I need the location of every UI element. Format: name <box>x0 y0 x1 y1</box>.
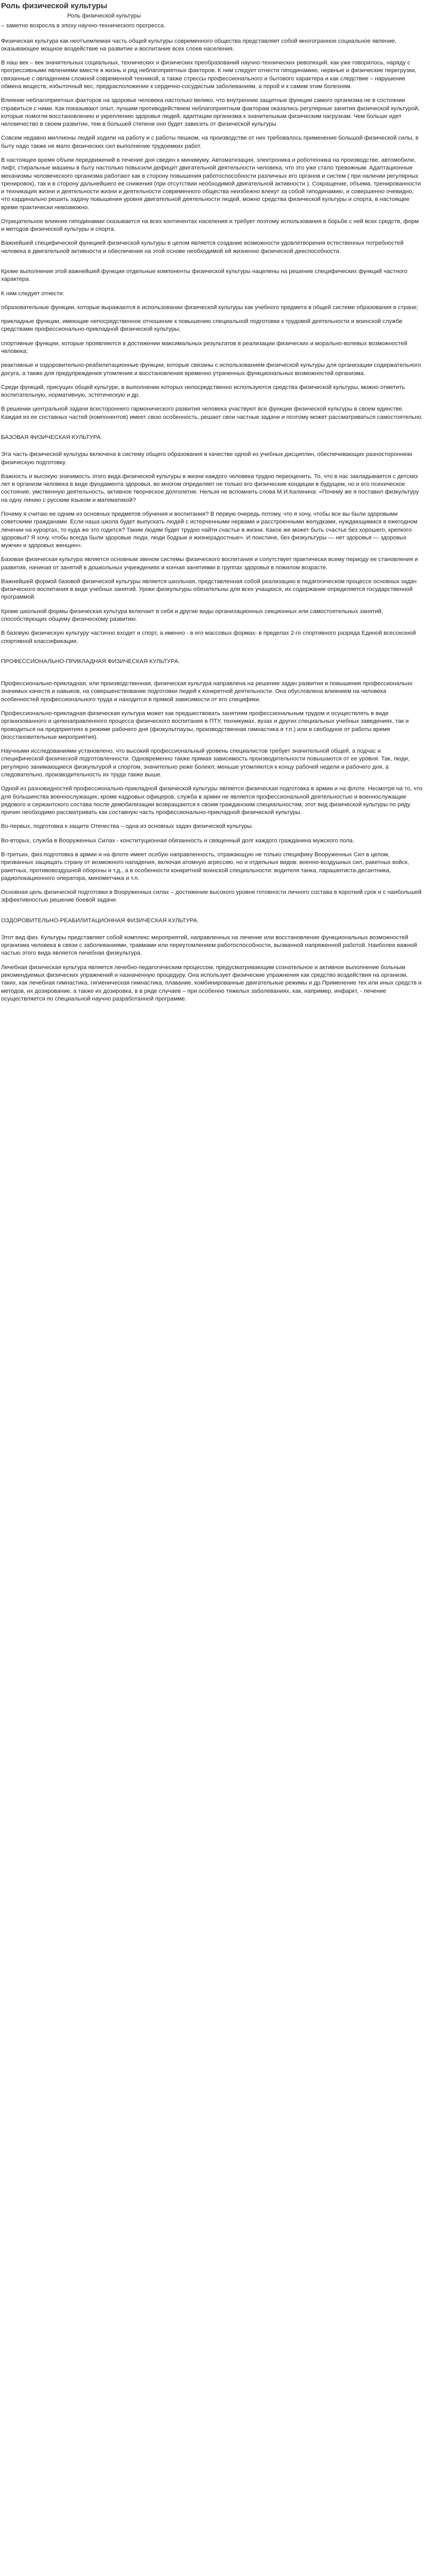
section-intro <box>1 38 423 421</box>
paragraph: Важнейшей специфической функцией физической культуры в целом является создание возможности удовлетворения естественных потребностей человека в двигательной активности и обеспечения на этой основе необходимой ей жизненно физической дееспособности. <box>1 240 404 255</box>
document-body <box>0 12 423 1014</box>
paragraph: Этот вид физ. Культуры представляет собой комплекс мероприятий, направленных на лечение или восстановление функциональных возможностей организма человека в связи с заболеваниями, травмами или переутомлением работоспособности, вызванной напряженной работой. Наиболее важной частью этого вида является лечебная физкультура. <box>1 934 417 957</box>
paragraph: В наш век – век значительных социальных, технических и физических преобразований научно-технических революций, как уже говорилось, наряду с прогрессивными явлениями вместе в жизнь и ряд неблагоприятных факторов. К ним следует отнести гиподинамию, нервные и физические перегрузки, связанные с овладением сложной современной техникой, а также стрессы профессионального и бытового характера и как следствие – нарушение обмена веществ, избыточный вес, предрасположение к сердечно-сосудистым заболеваниям, а порой и к самим этим болезням. <box>1 60 416 90</box>
paragraph: Во-вторых, служба в Вооруженных Силах - конституционная обязанность и священный долг каждого гражданина мужского пола. <box>1 837 355 844</box>
paragraph: Эта часть физической культуры включена в систему общего образования в качестве одной из учебных дисциплин, обеспечивающих разностороннюю физическую подготовку. <box>1 451 412 466</box>
paragraph: Кроме школьной формы физическая культура включает в себя и другие виды организационных секционных или самостоятельных занятий, способствующих общему физическому развитию. <box>1 608 383 623</box>
page-bottom-spacer <box>1 1009 423 1014</box>
paragraph: Почему я считаю ее одним из основных предметов обучения и воспитания? В первую очередь потому, что я хочу, чтобы все вы были здоровыми советскими гражданами. Если наша школа будет выпускать людей с истерченными нервами и расстроенными желудками, нуждающимися в ежегодном лечении на курортах, то куда же это годится? Таким людям будет трудно найти счастье в жизни. Какое же может быть счастье без хорошего, крепкого здоровья? Я хочу, чтобы всегда были здоровые люди, люди бодрые и жизнерадостные». И поистине, без физкультуры — нет здоровья — здоровых мужчин и здоровых женщин». <box>1 511 417 549</box>
paragraph: Лечебная физическая культура является лечебно-педагогическим процессом, предусматривающим сознательное и активное выполнение больным рекомендуемых физических упражнений и назначенную процедуру. Она использует физические упражнения как средство воздействия на организм, таких, как лечебная гимнастика, гигиеническая гимнастика, плавание, комбинированные двигательные режимы и др.Применение тех или иных средств и методов, их дозирование, а также их дозировка, в в ряде случаев – при особенно тяжелых заболеваниях, как, например, инфаркт, - лечение осуществляется по специальной научно разработанной программе. <box>1 964 422 1002</box>
intro-text: – заметно возросла в эпоху научно-технического прогресса. <box>1 23 166 29</box>
paragraph: Научными исследованиями установлено, что высокий профессиональный уровень специалистов требует значительной общей, а подчас и специфической физической подготовленности. Одновременно также прямая зависимость производительности повышаются от ее уровня. Так, люди, регулярно занимающиеся физкультурой и спортом, значительно реже болеют, меньше утомляются к концу рабочей недели и рабочего дня, а следовательно, производительность их труда также выше. <box>1 748 410 778</box>
paragraph: Важность и высокую значимость этого вида физической культуры в жизни каждого человека трудно переоценить. То, что в нас закладывается с детских лет в организм человека в виде фундамента здоровья, во многом определяет не только его физические кондиции в будущем, но и его психическое состояние, умственную деятельность, активное творческое долголетие. Нельзя не вспомнить слова М.И.Калинина: «Почему же я поставил физкультуру на одну линию с русским языком и математикой? <box>1 473 419 503</box>
paragraph: Одной из разновидностей профессионально-прикладной физической культуры является физическая подготовка в армии и на флоте. Несмотря на то, что для большинства военнослужащих, кроме кадровых офицеров, служба в армии не является профессиональной деятельностью и военнослужащие рядового и сержантского состава после демобилизации возвращаются к своим гражданским специальностям, этот вид физической культуры по ряду причин необходимо рассматривать как составную часть профессионально-прикладной физической культуры. <box>1 786 423 816</box>
list-item: прикладные функции, имеющие непосредственное отношение к повышению специальной подготовки к трудовой деятельности и воинской службе средствами профессионально-прикладной физической культуры; <box>1 318 403 333</box>
paragraph: В-третьих, физ.подготовка в армии и на флоте имеет особую направленность, отражающую не только специфику Вооруженных Сил в целом, призванных защищать страну от возможного нападения, включая атомную агрессию, но и отдельных видов: военно-воздушных сил, ракетных войск, ракетных, противовоздушной обороны и т.д., а в особенности конкретной воинской специальности: водителя танка, парашютиста-десантника, радиолокационного оператора, минометчика и т.п. <box>1 851 409 882</box>
paragraph: Физическая культура как неотъемлемая часть общей культуры современного общества представляет собой многогранное социальное явление, оказывающее мощное воздействие на развитие и воспитание всех слоев населения. <box>1 38 397 52</box>
list-item: спортивные функции, которые проявляются в достижении максимальных результатов в реализации физических и морально-волевых возможностей человека; <box>1 340 408 354</box>
paragraph: Профессионально-прикладная физическая культура может как предшествовать занятиям профессиональным трудом и осуществлять в виде организованного и целенаправленного процесса физического воспитания в ПТУ, техникумах, вузах и других специальных учебных заведениях, так и проводиться на предприятиях в режиме рабочего дня (физкультпаузы, производственная гимнастика и т.п.) или в свободное от работы время (восстановительные мероприятия). <box>1 710 409 740</box>
section-heading: ОЗДОРОВИТЕЛЬНО-РЕАБИЛИТАЦИОННАЯ ФИЗИЧЕСКАЯ КУЛЬТУРА. <box>1 917 199 924</box>
paragraph: Кроме выполнения этой важнейшей функции отдельные компоненты физической культуры нацелены на решение специфических функций частного характера. <box>1 268 408 283</box>
document-subtitle: Роль физической культуры <box>67 13 141 19</box>
section-basic-pe <box>1 434 423 646</box>
list-item: образовательные функции, которые выражаются в использовании физической культуры как учебного предмета в общей системе образования в стране; <box>1 304 418 311</box>
paragraph: Важнейшей формой базовой физической культуры является школьная, представленная собой реализацию в педагогическом процессе основных задач физического воспитания в виде учебных занятий. Уроки физкультуры обязательны для всех учащихся, их содержание определяется государственной программой. <box>1 578 417 601</box>
paragraph: Базовая физическая культура является основным звеном системы физического воспитания и сопутствует практически всему периоду ее становления и развития, начиная от занятий в дошкольных учреждениях и кончая занятиями в группах здоровья в пожилом возрасте. <box>1 556 418 571</box>
list-item: реактивные и оздоровительно-реабилитационные функции, которые связаны с использованием физической культуры для организации содержательного досуга, а также для предупреждения утомления и восстановления временно утраченных функциональных возможностей организма. <box>1 362 421 377</box>
section-professional-pe <box>1 658 423 905</box>
document-title: Роль физической культуры <box>1 2 108 10</box>
paragraph: Отрицательное влияние гиподинамии сказывается на всех континентах населения и требует поэтому использования в борьбе с ней всех средств, форм и методов физической культуры и спорта. <box>1 218 419 233</box>
paragraph: Профессионально-прикладная, или производственная, физическая культура направлена на решение задач развития и повышения профессионально значимых качеств и навыков, на совершенствование подготовки людей к конкретной деятельности. Она обусловлена влиянием на человека особенностей профессионального труда и находится в прямой зависимости от его специфики. <box>1 681 413 703</box>
section-heading: ПРОФЕССИОНАЛЬНО-ПРИКЛАДНАЯ ФИЗИЧЕСКАЯ КУЛЬТУРА. <box>1 658 180 665</box>
paragraph: В настоящее время объем передвижений в течение дня сведен к минимуму. Автоматизация, электроника и роботехника на производстве, автомобили, лифт, стиральные машины в быту настолько повысили дефицит двигательной деятельности человека, что это уже стало тревожным. Адаптационные механизмы человеческого организма работают как в сторону повышения работоспособности различных его органов и систем ( при наличии регулярных тренировок), так и в сторону дальнейшего ее снижения (при отсутствии необходимой двигательной активности ). Сокращение, объема, тренированности и техникация жизни и деятельности жизни и деятельности современного общества неизбежно влекут за собой гиподинамию, и совершенно очевидно, что кардинально решить задачу повышения уровня двигательной деятельности людей, можно средства физической культуры и спорта, в настоящее время практически невозможно. <box>1 157 421 211</box>
paragraph: К ним следует отнести: <box>1 290 64 297</box>
paragraph: Основная цель физической подготовки в Вооруженных силах – достижение высокого уровня готовности личного состава в короткий срок и с наибольшей эффективностью решение боевой задачи. <box>1 889 422 904</box>
paragraph: В решении центральной задачи всестороннего гармонического развития человека участвуют все функции физической культуры в своем единстве. Каждая из ее составных частей (компонентов) имеет свою особенность, решает свои частные задачи и поэтому может рассматриваться самостоятельно. <box>1 406 423 420</box>
section-heading: БАЗОВАЯ ФИЗИЧЕСКАЯ КУЛЬТУРА. <box>1 434 102 440</box>
paragraph: Влияние неблагоприятных факторов на здоровье человека настолько велико, что внутренние защитные функции самого организма не в состоянии справиться с ними. Как показывают опыт, лучшим противодействием неблагоприятным факторам оказались регулярные занятия физической культурой, которые помогли восстановлению и укреплению здоровья людей, адаптации организма к значительным физическим нагрузкам. Чем больше идет человечество в своем развитии, тем в большей степени оно будет зависеть от физической культуры. <box>1 97 420 128</box>
section-rehab-pe <box>1 917 423 1004</box>
paragraph: Во-первых, подготовка к защите Отечества – одна из основных задач физической культуры. <box>1 823 253 830</box>
paragraph: Совсем недавно миллионы людей ходили на работу и с работы пешком, на производстве от них требовалось применение большой физической силы, в быту надо также не мало физических сил выполнение трудоемких работ. <box>1 135 419 149</box>
paragraph: В базовую физическую культуру частично входит и спорт, а именно - в его массовых формах- в пределах 2-го спортивного разряда Единой всесоюзной спортивной классификации. <box>1 630 416 645</box>
paragraph: Среди функций, присущих общей культуре, в выполнении которых непосредственно используются средства физической культуры, можно отметить воспитательную, нормативную, эстетическую и др. <box>1 384 405 399</box>
